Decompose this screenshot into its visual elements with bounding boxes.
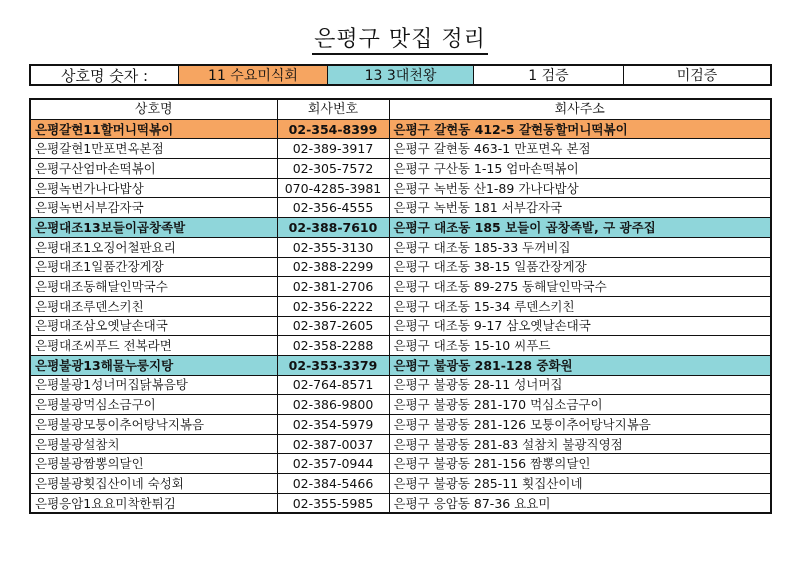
restaurant-name-cell: 은평대조1일품간장게장 xyxy=(30,257,277,277)
phone-cell: 02-356-2222 xyxy=(277,296,389,316)
address-cell: 은평구 대조동 15-10 씨푸드 xyxy=(389,336,771,356)
restaurant-name-cell: 은평녹번서부감자국 xyxy=(30,198,277,218)
restaurant-name-cell: 은평대조씨푸드 전복라면 xyxy=(30,336,277,356)
address-cell: 은평구 불광동 28-11 성너머집 xyxy=(389,375,771,395)
page-title xyxy=(0,22,800,53)
phone-cell: 02-354-8399 xyxy=(277,119,389,139)
table-row xyxy=(30,336,771,356)
phone-cell: 02-357-0944 xyxy=(277,454,389,474)
address-cell: 은평구 불광동 285-11 횟집산이네 xyxy=(389,474,771,494)
address-cell: 은평구 갈현동 463-1 만포면옥 본점 xyxy=(389,139,771,159)
phone-cell: 02-354-5979 xyxy=(277,415,389,435)
restaurant-name-cell: 은평불광짬뽕의달인 xyxy=(30,454,277,474)
summary-bar xyxy=(29,64,772,86)
summary-label: 상호명 숫자 : xyxy=(31,66,179,84)
table-row xyxy=(30,178,771,198)
summary-unverified: 미검증 xyxy=(624,66,770,84)
address-cell: 은평구 구산동 1-15 엄마손떡볶이 xyxy=(389,159,771,179)
phone-cell: 02-356-4555 xyxy=(277,198,389,218)
table-row xyxy=(30,159,771,179)
restaurant-table xyxy=(29,98,772,514)
restaurant-name-cell: 은평갈현11할머니떡볶이 xyxy=(30,119,277,139)
table-row xyxy=(30,237,771,257)
phone-cell: 02-358-2288 xyxy=(277,336,389,356)
address-cell: 은평구 불광동 281-156 짬뽕의달인 xyxy=(389,454,771,474)
address-cell: 은평구 대조동 185-33 두꺼비집 xyxy=(389,237,771,257)
header-name: 상호명 xyxy=(30,99,277,119)
header-address: 회사주소 xyxy=(389,99,771,119)
restaurant-name-cell: 은평갈현1만포면옥본점 xyxy=(30,139,277,159)
table-row xyxy=(30,375,771,395)
table-row xyxy=(30,257,771,277)
restaurant-name-cell: 은평불광1성너머집닭볶음탕 xyxy=(30,375,277,395)
restaurant-name-cell: 은평불광설참치 xyxy=(30,434,277,454)
table-row xyxy=(30,139,771,159)
phone-cell: 02-764-8571 xyxy=(277,375,389,395)
address-cell: 은평구 응암동 87-36 요요미 xyxy=(389,493,771,513)
address-cell: 은평구 녹번동 산1-89 가나다밥상 xyxy=(389,178,771,198)
table-row xyxy=(30,493,771,513)
table-row xyxy=(30,198,771,218)
phone-cell: 02-305-7572 xyxy=(277,159,389,179)
table-row xyxy=(30,474,771,494)
address-cell: 은평구 불광동 281-126 모퉁이추어탕낙지볶음 xyxy=(389,415,771,435)
table-row xyxy=(30,277,771,297)
address-cell: 은평구 불광동 281-128 중화원 xyxy=(389,355,771,375)
address-cell: 은평구 대조동 185 보들이 곱창족발, 구 광주집 xyxy=(389,218,771,238)
restaurant-name-cell: 은평불광횟집산이네 숙성회 xyxy=(30,474,277,494)
address-cell: 은평구 대조동 9-17 삼오옛날손대국 xyxy=(389,316,771,336)
summary-count-3daecheonwang: 13 3대천왕 xyxy=(328,66,474,84)
restaurant-name-cell: 은평녹번가나다밥상 xyxy=(30,178,277,198)
table-row xyxy=(30,355,771,375)
restaurant-name-cell: 은평대조1오징어철판요리 xyxy=(30,237,277,257)
table-row xyxy=(30,454,771,474)
restaurant-name-cell: 은평불광13해물누룽지탕 xyxy=(30,355,277,375)
phone-cell: 02-387-0037 xyxy=(277,434,389,454)
page-title-text: 은평구 맛집 정리 xyxy=(312,27,488,55)
phone-cell: 02-384-5466 xyxy=(277,474,389,494)
phone-cell: 02-386-9800 xyxy=(277,395,389,415)
phone-cell: 070-4285-3981 xyxy=(277,178,389,198)
restaurant-name-cell: 은평대조삼오옛날손대국 xyxy=(30,316,277,336)
summary-count-suyomisikhoe: 11 수요미식회 xyxy=(179,66,328,84)
phone-cell: 02-387-2605 xyxy=(277,316,389,336)
restaurant-name-cell: 은평구산엄마손떡볶이 xyxy=(30,159,277,179)
phone-cell: 02-355-3130 xyxy=(277,237,389,257)
restaurant-name-cell: 은평대조동해달인막국수 xyxy=(30,277,277,297)
table-row xyxy=(30,415,771,435)
table-body xyxy=(30,119,771,513)
address-cell: 은평구 대조동 38-15 일품간장게장 xyxy=(389,257,771,277)
phone-cell: 02-388-7610 xyxy=(277,218,389,238)
header-phone: 회사번호 xyxy=(277,99,389,119)
phone-cell: 02-353-3379 xyxy=(277,355,389,375)
table-row xyxy=(30,316,771,336)
table-row xyxy=(30,218,771,238)
phone-cell: 02-389-3917 xyxy=(277,139,389,159)
restaurant-name-cell: 은평대조루덴스키친 xyxy=(30,296,277,316)
restaurant-name-cell: 은평대조13보들이곱창족발 xyxy=(30,218,277,238)
table-header-row xyxy=(30,99,771,119)
summary-count-verified: 1 검증 xyxy=(474,66,624,84)
table-row xyxy=(30,119,771,139)
address-cell: 은평구 대조동 15-34 루덴스키친 xyxy=(389,296,771,316)
phone-cell: 02-355-5985 xyxy=(277,493,389,513)
restaurant-name-cell: 은평불광모퉁이추어탕낙지볶음 xyxy=(30,415,277,435)
address-cell: 은평구 대조동 89-275 동해달인막국수 xyxy=(389,277,771,297)
address-cell: 은평구 불광동 281-170 먹심소금구이 xyxy=(389,395,771,415)
restaurant-name-cell: 은평불광먹심소금구이 xyxy=(30,395,277,415)
address-cell: 은평구 불광동 281-83 설참치 불광직영점 xyxy=(389,434,771,454)
table-row xyxy=(30,395,771,415)
phone-cell: 02-381-2706 xyxy=(277,277,389,297)
address-cell: 은평구 갈현동 412-5 갈현동할머니떡볶이 xyxy=(389,119,771,139)
table-row xyxy=(30,434,771,454)
restaurant-name-cell: 은평응암1요요미착한튀김 xyxy=(30,493,277,513)
phone-cell: 02-388-2299 xyxy=(277,257,389,277)
address-cell: 은평구 녹번동 181 서부감자국 xyxy=(389,198,771,218)
table-row xyxy=(30,296,771,316)
